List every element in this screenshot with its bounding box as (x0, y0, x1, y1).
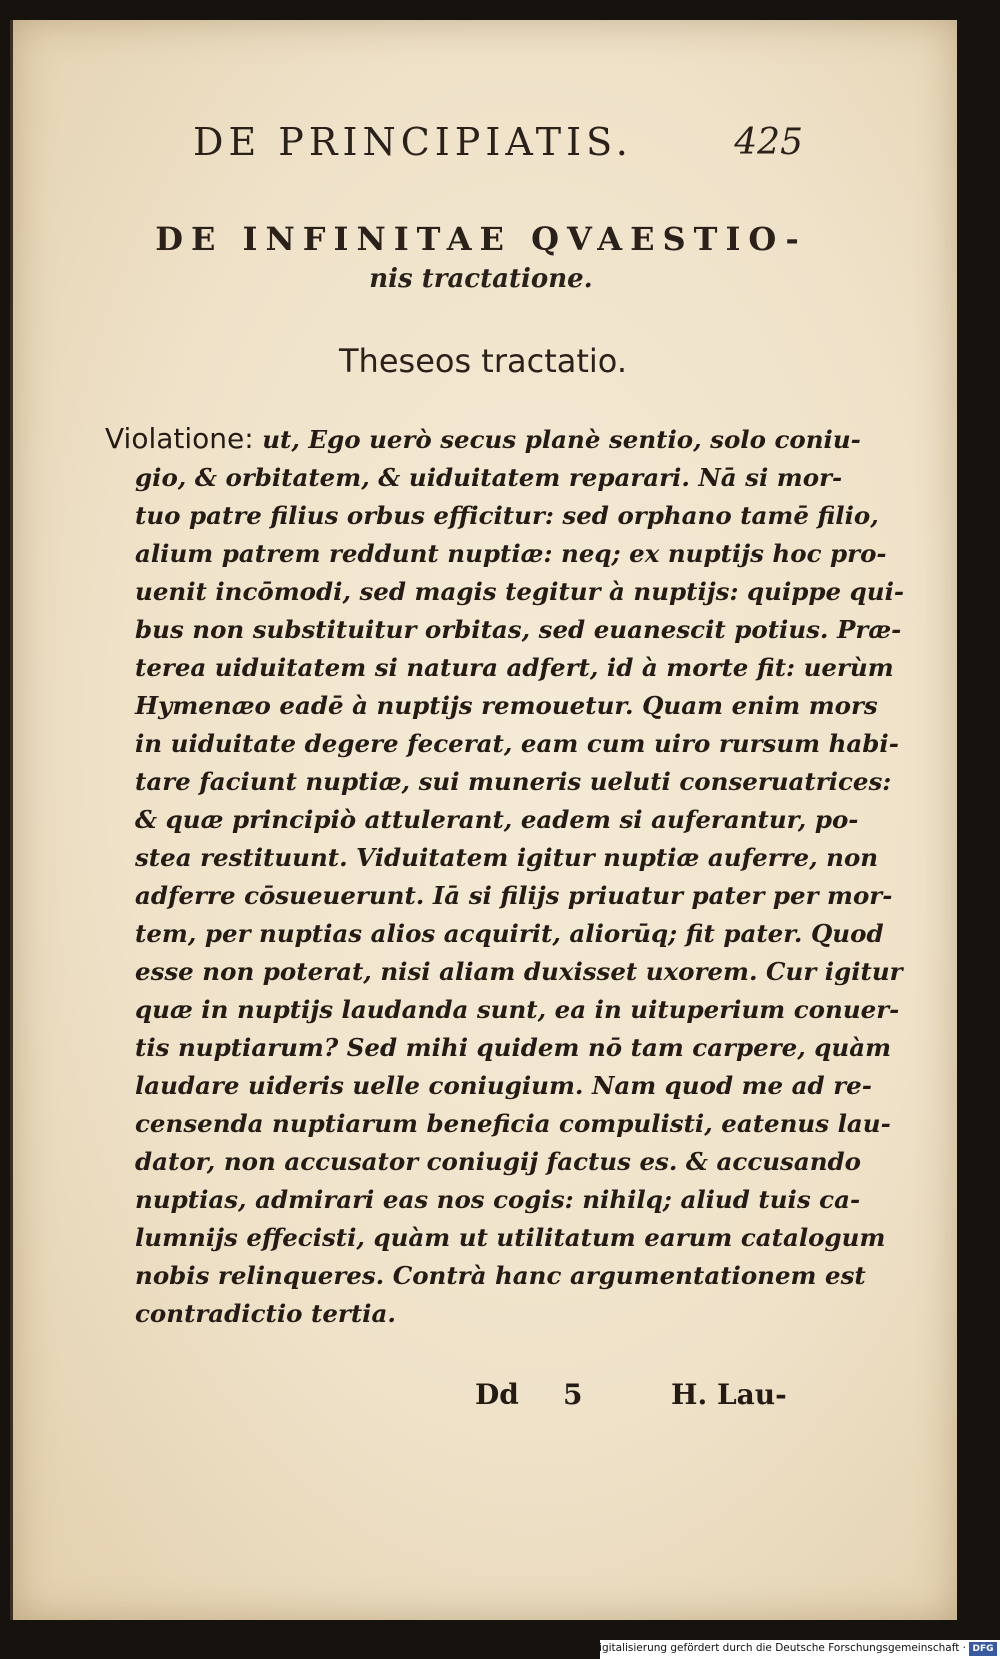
text-line: nobis relinqueres. Contrà hanc argumentationem est (135, 1261, 866, 1290)
subheading: Theseos tractatio. (339, 342, 627, 380)
text-line (105, 420, 861, 459)
body-text (105, 420, 905, 1333)
text-line: censenda nuptiarum beneficia compulisti, eatenus lau- (135, 1109, 891, 1138)
footer-credit: Digitalisierung gefördert durch die Deutsche Forschungsgemeinschaft · (590, 1642, 966, 1654)
section-heading-line-1: DE INFINITAE QVAESTIO- (155, 220, 807, 258)
text-line: & quæ principiò attulerant, eadem si auferantur, po- (135, 805, 859, 834)
text-line: contradictio tertia. (135, 1299, 396, 1328)
signature-line (475, 1378, 795, 1418)
text-line: uenit incōmodi, sed magis tegitur à nuptijs: quippe qui- (135, 577, 905, 606)
text-line: in uiduitate degere fecerat, eam cum uiro rursum habi- (135, 729, 899, 758)
lead-word: Violatione: (105, 422, 254, 455)
text-line: tuo patre filius orbus efficitur: sed orphano tamē filio, (135, 501, 879, 530)
text-line: alium patrem reddunt nuptiæ: neq; ex nuptijs hoc pro- (135, 539, 887, 568)
text-line: terea uiduitatem si natura adfert, id à morte fit: uerùm (135, 653, 894, 682)
dfg-logo-icon: DFG (969, 1642, 997, 1656)
text-line: nuptias, admirari eas nos cogis: nihilq; aliud tuis ca- (135, 1185, 861, 1214)
footer-bar (590, 1640, 1000, 1659)
text-line: gio, & orbitatem, & uiduitatem reparari. Nā si mor- (135, 463, 843, 492)
page-number: 425 (734, 122, 803, 163)
signature-number: 5 (563, 1378, 583, 1411)
text-line: tare faciunt nuptiæ, sui muneris ueluti conseruatrices: (135, 767, 892, 796)
text-line: adferre cōsueuerunt. Iā si filijs priuatur pater per mor- (135, 881, 893, 910)
book-page (10, 20, 957, 1620)
first-line-rest: ut, Ego uerò secus planè sentio, solo coniu- (253, 425, 861, 454)
running-head (183, 120, 803, 190)
running-title: DE PRINCIPIATIS. (193, 120, 633, 164)
text-line: lumnijs effecisti, quàm ut utilitatum earum catalogum (135, 1223, 886, 1252)
text-line: tem, per nuptias alios acquirit, aliorūq; fit pater. Quod (135, 919, 884, 948)
catchword: H. Lau- (671, 1378, 787, 1411)
text-line: stea restituunt. Viduitatem igitur nuptiæ auferre, non (135, 843, 879, 872)
text-line: laudare uideris uelle coniugium. Nam quod me ad re- (135, 1071, 872, 1100)
signature-mark: Dd (475, 1378, 519, 1411)
text-line: bus non substituitur orbitas, sed euanescit potius. Præ- (135, 615, 902, 644)
section-heading (131, 220, 831, 294)
text-line: quæ in nuptijs laudanda sunt, ea in uituperium conuer- (135, 995, 900, 1024)
text-line: Hymenæo eadē à nuptijs remouetur. Quam enim mors (135, 691, 878, 720)
text-line: tis nuptiarum? Sed mihi quidem nō tam carpere, quàm (135, 1033, 892, 1062)
section-heading-line-2: nis tractatione. (369, 264, 593, 294)
text-line: dator, non accusator coniugij factus es. & accusando (135, 1147, 862, 1176)
text-line: esse non poterat, nisi aliam duxisset uxorem. Cur igitur (135, 957, 903, 986)
